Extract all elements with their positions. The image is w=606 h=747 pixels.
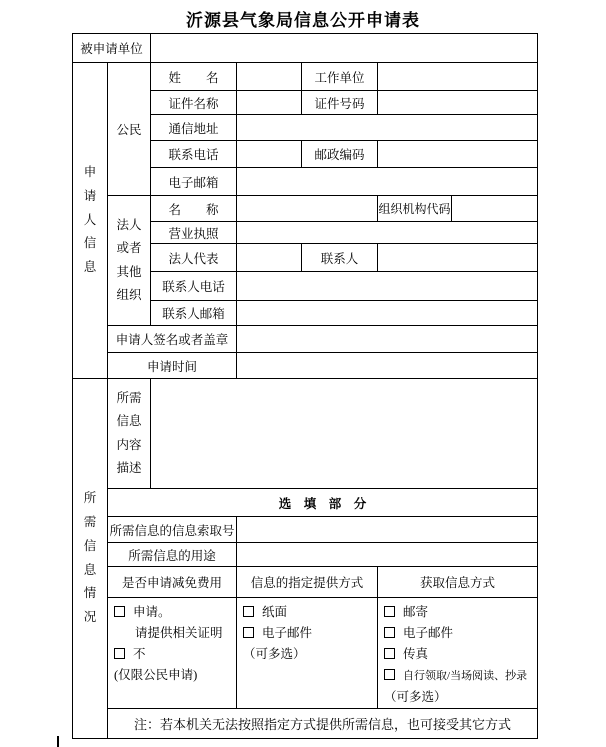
option-line	[384, 644, 534, 665]
note-text: 注：若本机关无法按照指定方式提供所需信息，也可接受其它方式	[108, 709, 538, 739]
option-line	[114, 623, 233, 644]
checkbox-icon[interactable]	[243, 627, 254, 638]
option-line	[114, 644, 233, 665]
address-label: 通信地址	[151, 115, 237, 141]
checkbox-icon[interactable]	[384, 606, 395, 617]
content-desc-vertical-text: 所需信息内容描述	[116, 391, 142, 475]
option-label: 电子邮件	[262, 626, 313, 640]
license-label: 营业执照	[151, 222, 237, 244]
option-label: 邮寄	[403, 605, 429, 619]
phone-label: 联系电话	[151, 141, 237, 168]
checkbox-icon[interactable]	[114, 648, 125, 659]
text-cursor	[57, 736, 59, 747]
name-label: 姓 名	[151, 63, 237, 91]
option-label: (仅限公民申请)	[114, 668, 198, 682]
purpose-label: 所需信息的用途	[108, 543, 237, 567]
postcode-label: 邮政编码	[302, 141, 378, 168]
legal-rep-label: 法人代表	[151, 244, 237, 272]
page-title: 沂源县气象局信息公开申请表	[186, 11, 420, 30]
phone-input[interactable]	[237, 141, 302, 168]
provide-method-options	[237, 598, 378, 709]
organization-group-vertical-text: 法人或者其他组织	[116, 218, 142, 302]
content-desc-input[interactable]	[151, 379, 538, 489]
content-desc-label	[108, 379, 151, 489]
signature-label: 申请人签名或者盖章	[108, 326, 237, 353]
applicant-info-section-label	[73, 63, 108, 379]
citizen-group-label: 公民	[108, 63, 151, 196]
apply-date-label: 申请时间	[108, 353, 237, 379]
option-line	[114, 602, 233, 623]
name-input[interactable]	[237, 63, 302, 91]
applicant-info-vertical-text: 申请人信息	[83, 165, 97, 275]
optional-part-header: 选 填 部 分	[108, 489, 538, 517]
option-label: 申请。	[133, 605, 171, 619]
option-label: 不	[133, 647, 146, 661]
application-form-table	[72, 33, 538, 739]
checkbox-icon[interactable]	[384, 648, 395, 659]
license-input[interactable]	[237, 222, 538, 244]
index-number-input[interactable]	[237, 517, 538, 543]
option-label: （可多选）	[243, 647, 306, 661]
contact-input[interactable]	[378, 244, 538, 272]
work-unit-label: 工作单位	[302, 63, 378, 91]
option-line	[114, 665, 233, 686]
org-code-label: 组织机构代码	[378, 196, 452, 222]
option-line	[243, 623, 374, 644]
option-label: 电子邮件	[403, 626, 454, 640]
option-line	[243, 602, 374, 623]
option-label: 请提供相关证明	[135, 626, 223, 640]
index-number-label: 所需信息的信息索取号	[108, 517, 237, 543]
applied-unit-input[interactable]	[151, 34, 538, 63]
cert-name-input[interactable]	[237, 91, 302, 115]
org-code-input[interactable]	[452, 196, 538, 222]
provide-method-header: 信息的指定提供方式	[237, 567, 378, 598]
cert-number-label: 证件号码	[302, 91, 378, 115]
cert-name-label: 证件名称	[151, 91, 237, 115]
option-label: （可多选）	[384, 690, 447, 704]
cert-number-input[interactable]	[378, 91, 538, 115]
legal-rep-input[interactable]	[237, 244, 302, 272]
fee-reduction-header: 是否申请减免费用	[108, 567, 237, 598]
signature-input[interactable]	[237, 326, 538, 353]
required-info-vertical-text: 所需信息情况	[83, 491, 97, 624]
contact-label: 联系人	[302, 244, 378, 272]
contact-phone-input[interactable]	[237, 272, 538, 301]
contact-email-label: 联系人邮箱	[151, 301, 237, 326]
checkbox-icon[interactable]	[384, 669, 395, 680]
obtain-method-options	[378, 598, 538, 709]
checkbox-icon[interactable]	[384, 627, 395, 638]
applied-unit-label: 被申请单位	[73, 34, 151, 63]
contact-phone-label: 联系人电话	[151, 272, 237, 301]
org-name-input[interactable]	[237, 196, 378, 222]
organization-group-label	[108, 196, 151, 326]
work-unit-input[interactable]	[378, 63, 538, 91]
option-line	[384, 665, 534, 687]
email-input[interactable]	[237, 168, 538, 196]
required-info-section-label	[73, 379, 108, 739]
option-line	[384, 623, 534, 644]
contact-email-input[interactable]	[237, 301, 538, 326]
option-line	[384, 687, 534, 708]
option-label: 自行领取/当场阅读、抄录	[403, 670, 528, 682]
checkbox-icon[interactable]	[243, 606, 254, 617]
checkbox-icon[interactable]	[114, 606, 125, 617]
obtain-method-header: 获取信息方式	[378, 567, 538, 598]
option-line	[384, 602, 534, 623]
address-input[interactable]	[237, 115, 538, 141]
fee-reduction-options	[108, 598, 237, 709]
option-label: 纸面	[262, 605, 288, 619]
postcode-input[interactable]	[378, 141, 538, 168]
apply-date-input[interactable]	[237, 353, 538, 379]
option-label: 传真	[403, 647, 429, 661]
org-name-label: 名 称	[151, 196, 237, 222]
email-label: 电子邮箱	[151, 168, 237, 196]
option-line	[243, 644, 374, 665]
purpose-input[interactable]	[237, 543, 538, 567]
